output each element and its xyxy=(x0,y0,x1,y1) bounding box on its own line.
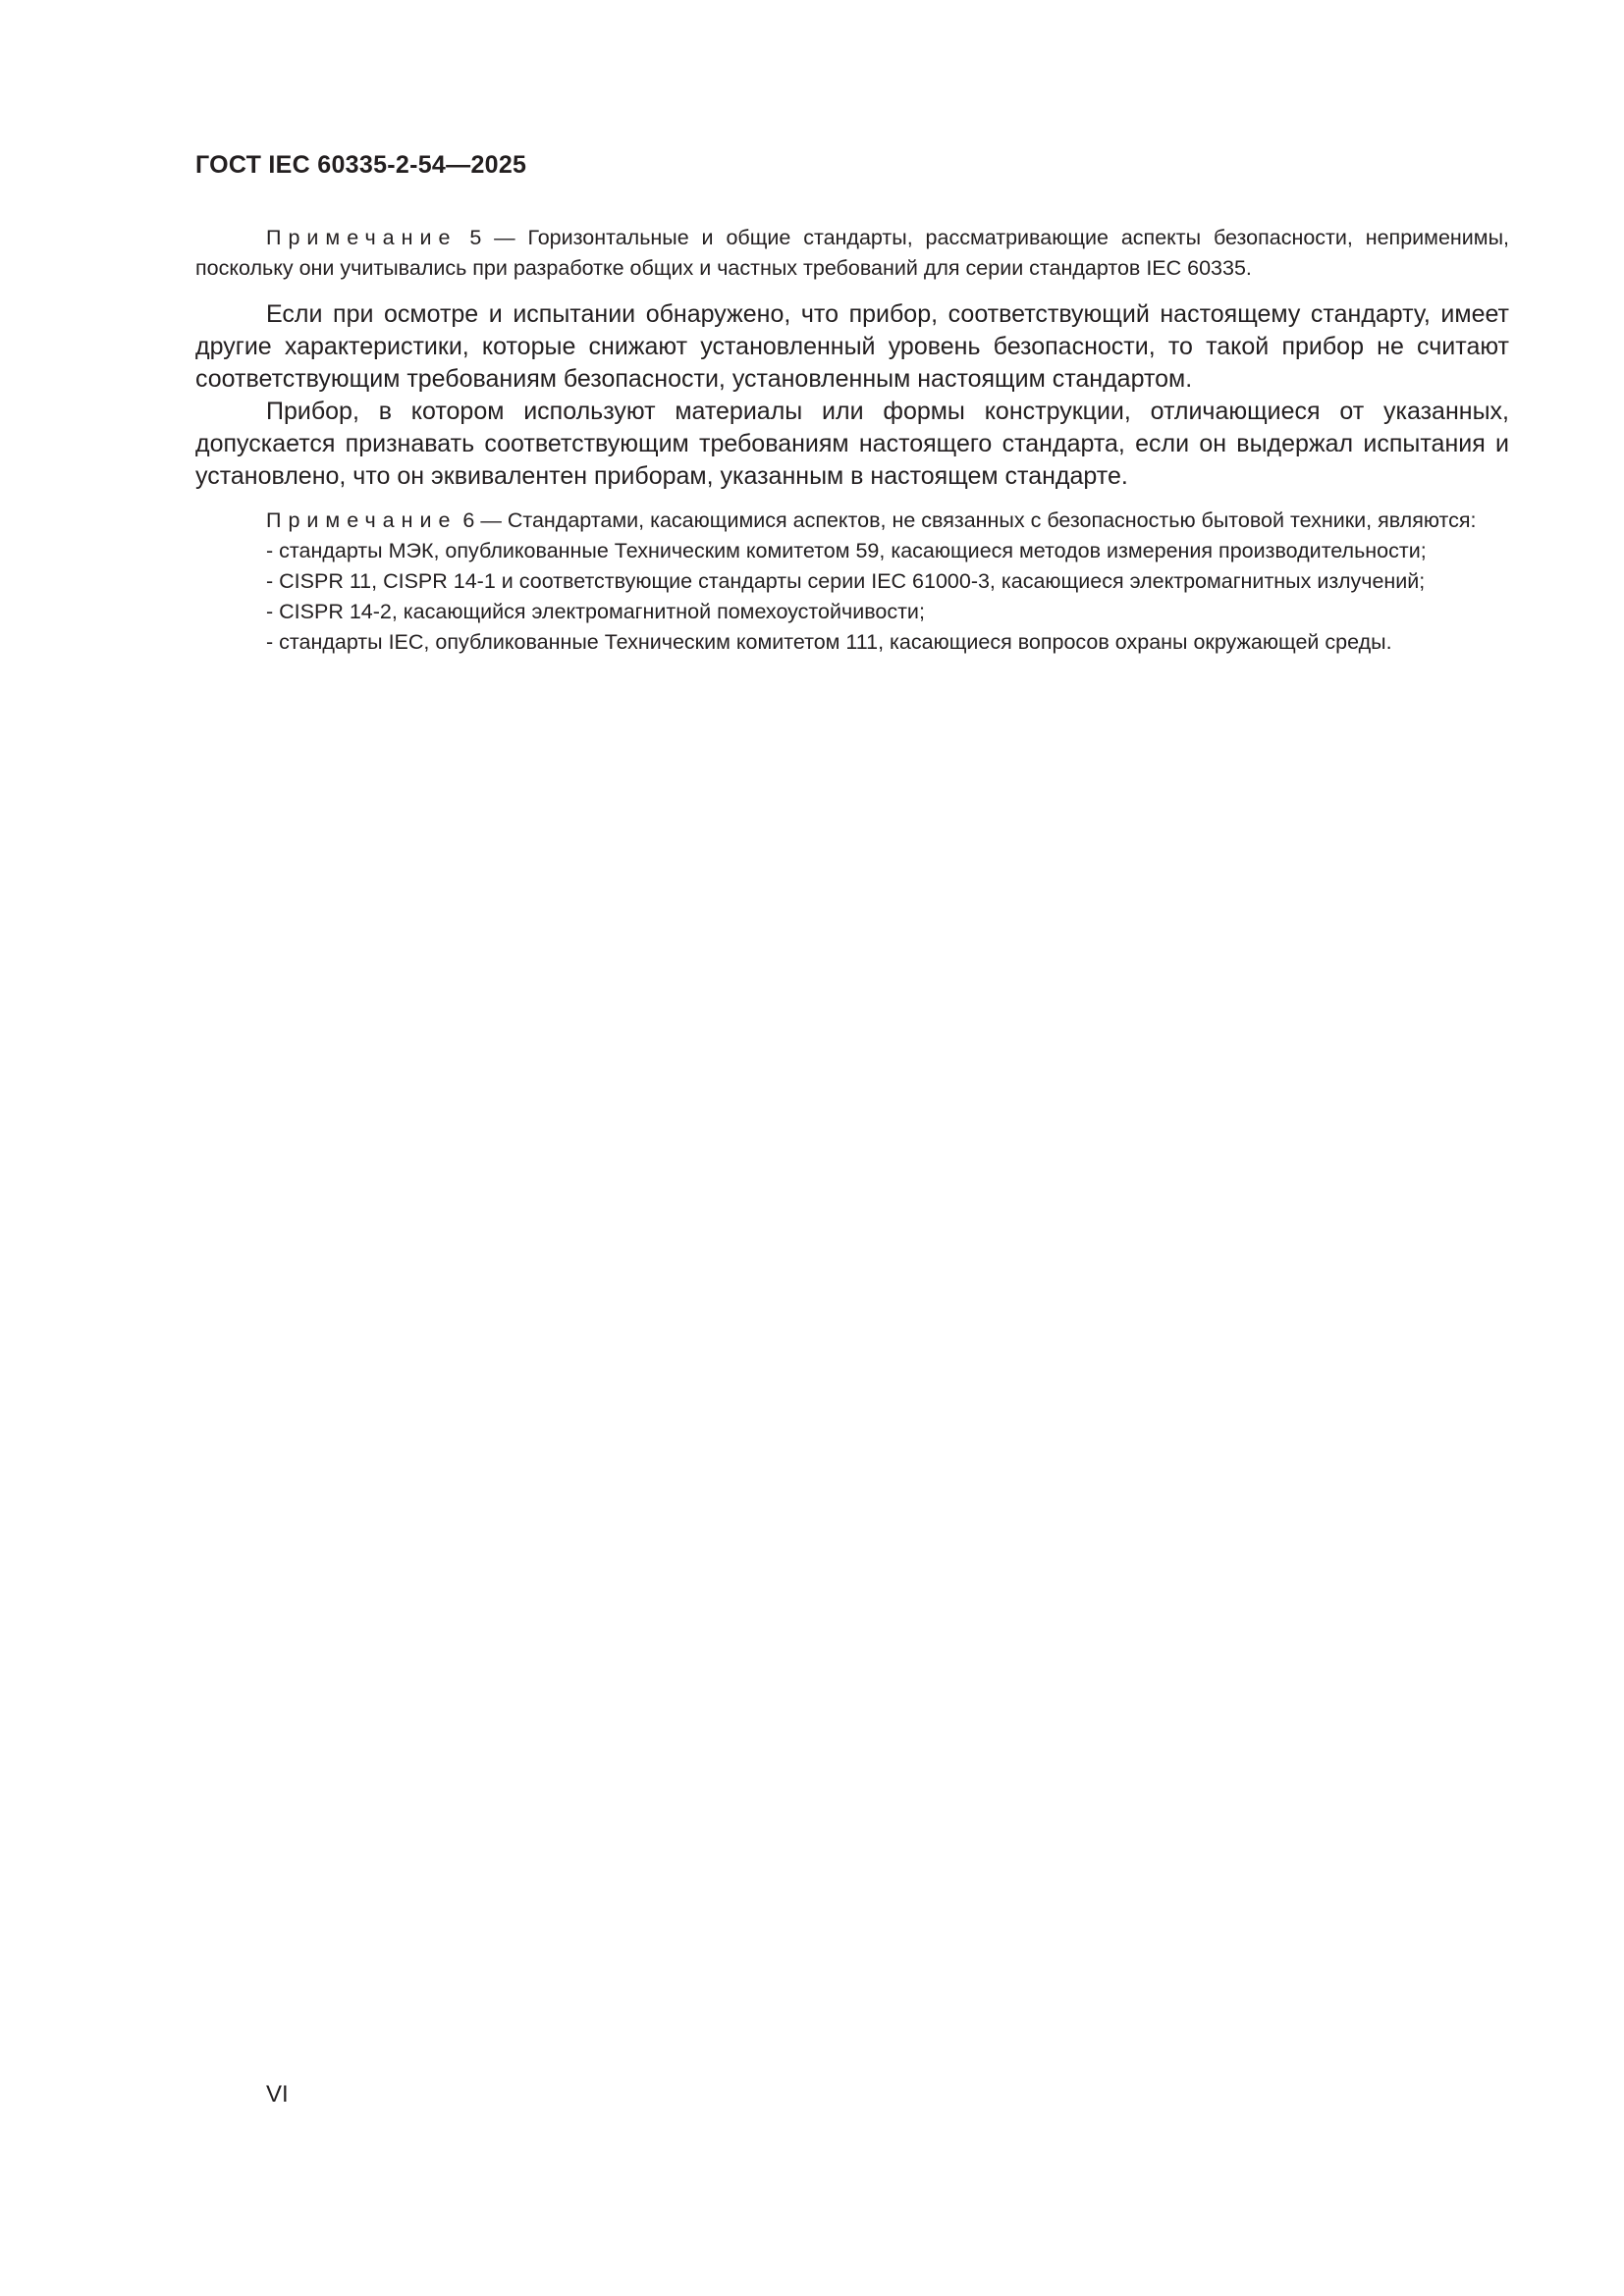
note-6-item: - CISPR 11, CISPR 14-1 и соответствующие стандарты серии IEC 61000-3, касающиеся электромагнитных излучений; xyxy=(266,569,1426,593)
note-6 xyxy=(195,506,1509,536)
page-number: VI xyxy=(266,2081,289,2108)
note-5-text: 5 — Горизонтальные и общие стандарты, рассматривающие аспекты безопасности, неприменимы, поскольку они учитывались при разработке общих и частных требований для серии стандартов IEC 60335. xyxy=(195,226,1509,280)
document-header: ГОСТ IEC 60335-2-54—2025 xyxy=(195,151,527,179)
note-5 xyxy=(195,223,1509,284)
note-6-item: - стандарты IEC, опубликованные Техническим комитетом 111, касающиеся вопросов охраны окружающей среды. xyxy=(266,630,1392,654)
note-5-label: Примечание xyxy=(266,226,458,249)
note-6-text: 6 — Стандартами, касающимися аспектов, не связанных с безопасностью бытовой техники, являются: xyxy=(457,508,1477,532)
note-6-item: - CISPR 14-2, касающийся электромагнитной помехоустойчивости; xyxy=(266,600,925,623)
note-6-item: - стандарты МЭК, опубликованные Техническим комитетом 59, касающиеся методов измерения производительности; xyxy=(266,539,1427,562)
paragraph-materials: Прибор, в котором используют материалы или формы конструкции, отличающиеся от указанных, допускается признавать соответствующим требованиям настоящего стандарта, если он выдержал испытания и установлено, что он эквивалентен приборам, указанным в настоящем стандарте. xyxy=(195,398,1509,490)
note-6-label: Примечание xyxy=(266,508,458,532)
paragraph-safety-level: Если при осмотре и испытании обнаружено, что прибор, соответствующий настоящему стандарту, имеет другие характеристики, которые снижают установленный уровень безопасности, то такой прибор не считают соответствующим требованиям безопасности, установленным настоящим стандартом. xyxy=(195,300,1509,393)
page-content xyxy=(195,223,1509,658)
